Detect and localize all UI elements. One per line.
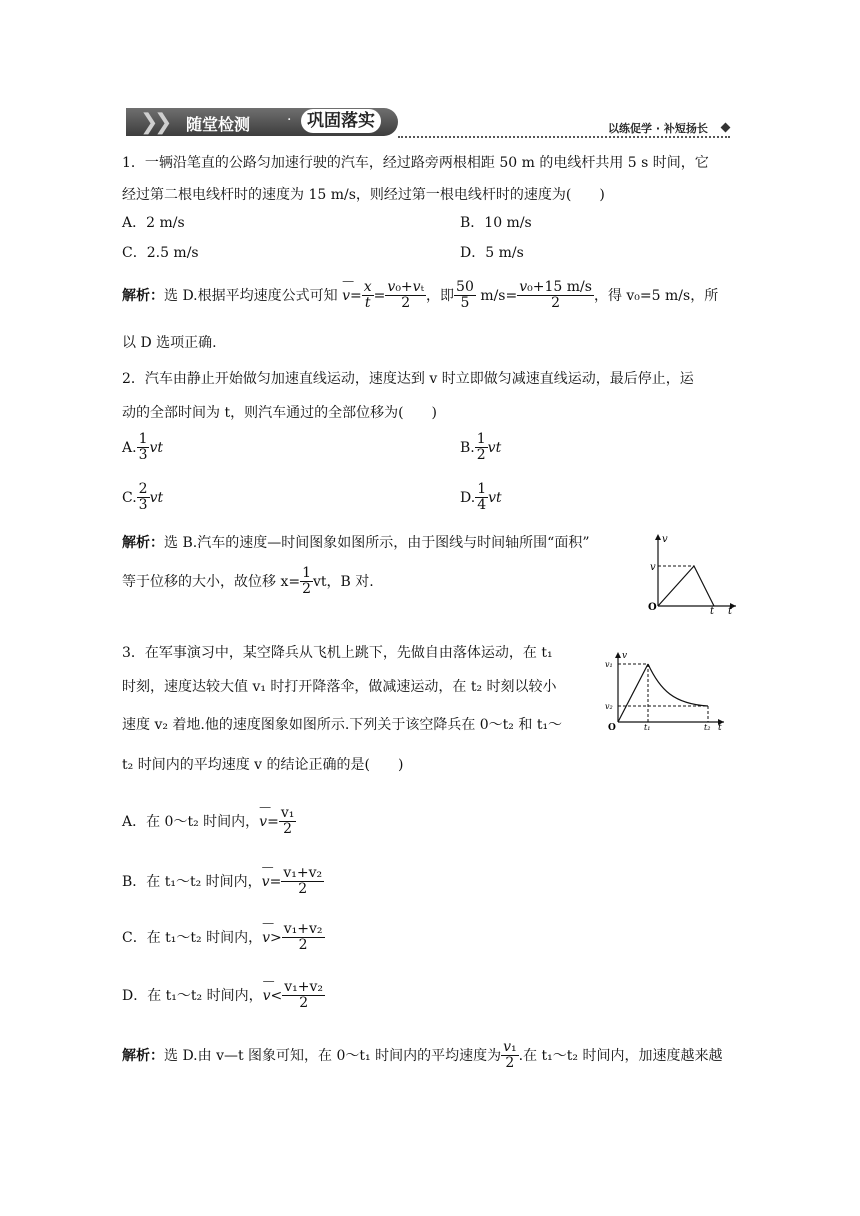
graph-label: v — [662, 534, 668, 545]
q2-analysis-line1 — [122, 532, 590, 552]
header-divider — [398, 136, 730, 138]
q1-option-b: B．10 m/s — [460, 215, 532, 231]
chevron-icon: ❯ — [154, 110, 173, 135]
analysis-text: .在 t₁～t₂ 时间内，加速度越来越 — [518, 1047, 723, 1064]
graph-label: t — [710, 606, 715, 614]
svg-text:O: O — [608, 723, 616, 730]
q2-option-c: C. $\frac{2}{3}$ vt — [122, 481, 164, 514]
chevron-icon: ❯ — [140, 110, 159, 135]
q3-vt-graph — [604, 650, 728, 730]
analysis-label: 解析： — [122, 1047, 164, 1064]
analysis-text: 选 D.由 v—t 图象可知，在 0～t₁ 时间内的平均速度为 — [164, 1047, 502, 1064]
q3-text-line2: 时刻，速度达较大值 v₁ 时打开降落伞，做减速运动，在 t₂ 时刻以较小 — [122, 679, 557, 695]
q1-option-c: C．2.5 m/s — [122, 245, 199, 261]
graph-label: v — [650, 562, 656, 573]
analysis-label: 解析： — [122, 535, 164, 551]
q2-analysis-line2: 等于位移的大小，故位移 x= $\frac{1}{2}$ vt，B 对. — [122, 565, 374, 598]
analysis-text: 选 B.汽车的速度—时间图象如图所示，由于图线与时间轴所围“面积” — [164, 535, 590, 551]
q1-analysis-line2: 以 D 选项正确. — [122, 335, 217, 351]
banner-separator: · — [287, 112, 292, 128]
q2-text-line2: 动的全部时间为 t，则汽车通过的全部位移为( ) — [122, 405, 437, 421]
q2-option-b: B. $\frac{1}{2}$ vt — [460, 431, 502, 464]
q2-option-a: A. $\frac{1}{3}$ vt — [122, 431, 164, 464]
q1-text-line2: 经过第二根电线杆时的速度为 15 m/s，则经过第一根电线杆时的速度为( ) — [122, 187, 605, 203]
q2-text-line1: 2．汽车由静止开始做匀加速直线运动，速度达到 v 时立即做匀减速直线运动，最后停止，运 — [122, 371, 694, 387]
analysis-text: ，得 v₀=5 m/s，所 — [593, 287, 719, 304]
header-tag: 以练促学 · 补短扬长 — [608, 122, 708, 135]
svg-text:v₂: v₂ — [605, 702, 613, 711]
graph-label: O — [648, 602, 657, 613]
q1-analysis: 解析：选 D.根据平均速度公式可知 — v= $\frac{x}{t}$ = $\frac{\text{v₀+vₜ}}{2}$ ，即 $\frac{50}{5}$ m/s= $\frac{\text{v₀+15 m/s}}{2}$ ，得 v₀=5 m/s，所 — [122, 280, 718, 312]
diamond-icon — [721, 123, 731, 133]
q2-vt-graph — [640, 530, 740, 614]
svg-text:t₂: t₂ — [704, 723, 711, 730]
q1-text-line1: 1．一辆沿笔直的公路匀加速行驶的汽车，经过路旁两根相距 50 m 的电线杆共用 5 s 时间，它 — [122, 155, 709, 171]
analysis-text: ，即 — [426, 287, 455, 304]
q3-text-line3: 速度 v₂ 着地.他的速度图象如图所示.下列关于该空降兵在 0～t₂ 和 t₁～ — [122, 717, 563, 733]
q3-option-c: C．在 t₁～t₂ 时间内，— v> $\frac{\text{v₁+v₂}}{2}$ — [122, 922, 325, 954]
svg-text:v: v — [622, 651, 628, 661]
q3-text-line4: t₂ 时间内的平均速度 v 的结论正确的是( ) — [122, 757, 404, 773]
svg-text:t₁: t₁ — [644, 723, 651, 730]
section-banner — [126, 108, 398, 138]
q3-analysis: 解析：选 D.由 v—t 图象可知，在 0～t₁ 时间内的平均速度为 $\frac{\text{v₁}}{2}$ .在 t₁～t₂ 时间内，加速度越来越 — [122, 1039, 723, 1072]
q1-option-a: A．2 m/s — [122, 215, 185, 231]
svg-text:t: t — [718, 723, 722, 730]
svg-text:v₁: v₁ — [605, 660, 613, 669]
q3-option-a: A．在 0～t₂ 时间内，— v= $\frac{\text{v₁}}{2}$ — [122, 806, 296, 838]
banner-title-right: 巩固落实 — [307, 111, 375, 131]
graph-label: t — [728, 606, 733, 614]
analysis-text: 选 D.根据平均速度公式可知 — [164, 287, 338, 304]
q1-option-d: D．5 m/s — [460, 245, 524, 261]
analysis-label: 解析： — [122, 287, 164, 304]
q2-option-d: D. $\frac{1}{4}$ vt — [460, 481, 502, 514]
banner-title-left: 随堂检测 — [186, 115, 251, 134]
q3-option-d: D．在 t₁～t₂ 时间内，— v< $\frac{\text{v₁+v₂}}{2}$ — [122, 980, 325, 1012]
q3-option-b: B．在 t₁～t₂ 时间内，— v= $\frac{\text{v₁+v₂}}{2}$ — [122, 866, 324, 898]
analysis-text: m/s= — [480, 287, 518, 304]
q3-text-line1: 3．在军事演习中，某空降兵从飞机上跳下，先做自由落体运动，在 t₁ — [122, 645, 553, 661]
